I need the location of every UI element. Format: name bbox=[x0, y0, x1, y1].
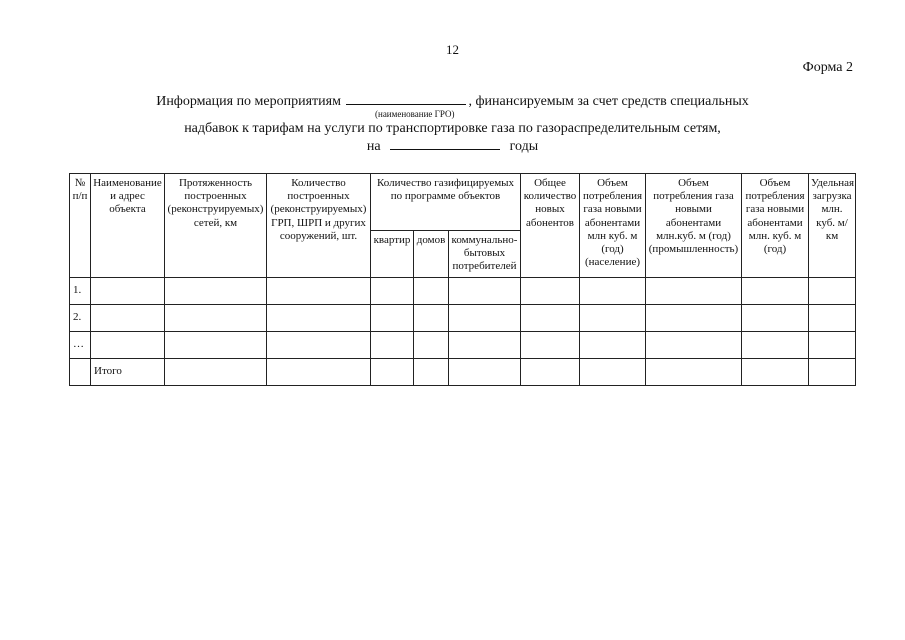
header-name: Наименование и адрес объекта bbox=[91, 174, 165, 278]
cell bbox=[165, 304, 267, 331]
row-num bbox=[70, 358, 91, 385]
header-apartments: квартир bbox=[371, 231, 414, 278]
title-part-1: Информация по мероприятиям bbox=[156, 94, 341, 109]
cell bbox=[742, 304, 809, 331]
row-name bbox=[91, 277, 165, 304]
header-volume-industry: Объем потребления газа новыми абонентами млн.куб. м (год) (промышленность) bbox=[646, 174, 742, 278]
page-number: 12 bbox=[446, 42, 459, 57]
form-label: Форма 2 bbox=[802, 60, 853, 75]
cell bbox=[646, 277, 742, 304]
header-length: Протяженность построенных (реконструируемых) сетей, км bbox=[165, 174, 267, 278]
header-total-subscribers: Общее количество новых абонентов bbox=[521, 174, 580, 278]
cell bbox=[267, 331, 371, 358]
cell bbox=[521, 304, 580, 331]
cell bbox=[165, 331, 267, 358]
cell bbox=[267, 277, 371, 304]
cell bbox=[580, 331, 646, 358]
cell bbox=[165, 358, 267, 385]
cell bbox=[414, 304, 449, 331]
cell bbox=[371, 277, 414, 304]
cell bbox=[414, 331, 449, 358]
cell bbox=[580, 277, 646, 304]
cell bbox=[371, 358, 414, 385]
cell bbox=[809, 277, 856, 304]
gro-caption: (наименование ГРО) bbox=[375, 109, 455, 119]
header-gasified-group: Количество газифицируемых по программе объектов bbox=[371, 174, 521, 231]
row-num: … bbox=[70, 331, 91, 358]
header-volume-population: Объем потребления газа новыми абонентами млн куб. м (год) (население) bbox=[580, 174, 646, 278]
cell bbox=[521, 277, 580, 304]
header-communal: коммунально-бытовых потребителей bbox=[449, 231, 521, 278]
cell bbox=[414, 358, 449, 385]
header-num: № п/п bbox=[70, 174, 91, 278]
gro-name-blank bbox=[346, 92, 466, 105]
cell bbox=[646, 358, 742, 385]
title-line-2: надбавок к тарифам на услуги по транспортировке газа по газораспределительным сетям, bbox=[184, 121, 721, 136]
table-row bbox=[70, 304, 856, 331]
table-row bbox=[70, 331, 856, 358]
cell bbox=[449, 331, 521, 358]
cell bbox=[521, 331, 580, 358]
cell bbox=[371, 331, 414, 358]
header-specific-load: Удельная загрузка млн. куб. м/км bbox=[809, 174, 856, 278]
report-table bbox=[69, 173, 856, 386]
header-volume-new: Объем потребления газа новыми абонентами млн. куб. м (год) bbox=[742, 174, 809, 278]
header-count-grp: Количество построенных (реконструируемых) ГРП, ШРП и других сооружений, шт. bbox=[267, 174, 371, 278]
cell bbox=[449, 304, 521, 331]
row-name bbox=[91, 331, 165, 358]
cell bbox=[371, 304, 414, 331]
cell bbox=[809, 304, 856, 331]
cell bbox=[809, 331, 856, 358]
cell bbox=[742, 331, 809, 358]
cell bbox=[742, 277, 809, 304]
row-num: 2. bbox=[70, 304, 91, 331]
title-line-3 bbox=[0, 137, 905, 155]
title-line-1 bbox=[0, 92, 905, 110]
cell bbox=[646, 304, 742, 331]
cell bbox=[521, 358, 580, 385]
cell bbox=[165, 277, 267, 304]
table-row bbox=[70, 277, 856, 304]
cell bbox=[414, 277, 449, 304]
cell bbox=[742, 358, 809, 385]
cell bbox=[449, 277, 521, 304]
cell bbox=[267, 358, 371, 385]
row-name bbox=[91, 304, 165, 331]
cell bbox=[580, 304, 646, 331]
cell bbox=[646, 331, 742, 358]
years-blank bbox=[390, 137, 500, 150]
title-part-2: , финансируемым за счет средств специальных bbox=[468, 94, 749, 109]
row-name: Итого bbox=[91, 358, 165, 385]
title-line-3-prefix: на bbox=[366, 139, 381, 154]
header-houses: домов bbox=[414, 231, 449, 278]
cell bbox=[580, 358, 646, 385]
cell bbox=[449, 358, 521, 385]
title-line-3-suffix: годы bbox=[509, 139, 539, 154]
row-num: 1. bbox=[70, 277, 91, 304]
cell bbox=[809, 358, 856, 385]
cell bbox=[267, 304, 371, 331]
table-row-total bbox=[70, 358, 856, 385]
